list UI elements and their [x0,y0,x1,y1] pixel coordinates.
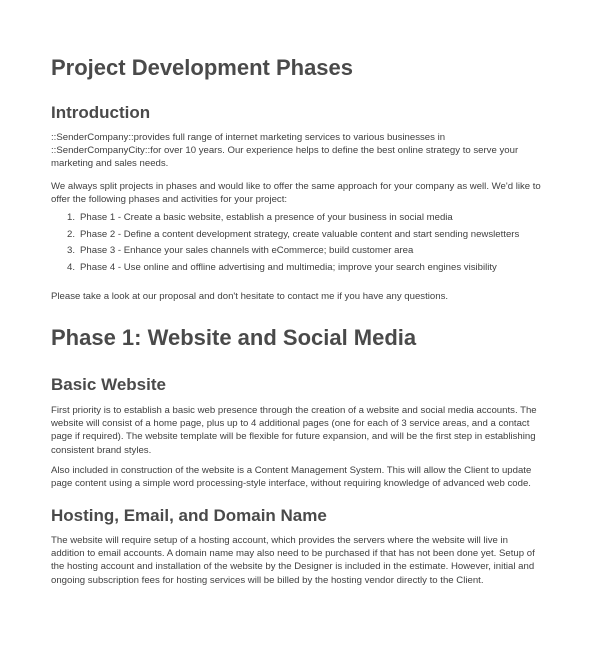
phase-list-item [51,243,551,260]
paragraph-line: ongoing subscription fees for hosting services will be billed by the hosting vendor directly to the Client. [51,574,484,586]
hosting-paragraph [51,534,551,587]
paragraph-line: Also included in construction of the website is a Content Management System. This will allow the Client to update [51,465,532,476]
introduction-closing: Please take a look at our proposal and don't hesitate to contact me if you have any questions. [51,291,449,302]
phase-list-item [51,227,551,244]
paragraph-line: page content using a simple word processing-style interface, without requiring knowledge of advanced web code. [51,478,531,490]
paragraph-line: The website will require setup of a hosting account, which provides the servers where the website will live in [51,535,508,546]
introduction-paragraph-2 [51,180,551,206]
basic-website-heading: Basic Website [51,375,166,394]
list-number: 4. [66,261,75,273]
paragraph-line: addition to email accounts. A domain name may also need to be purchased if that has not been done yet. Setup of [51,548,535,560]
basic-website-paragraph-2 [51,464,551,490]
introduction-heading: Introduction [51,103,151,122]
basic-website-paragraph-1 [51,404,551,457]
paragraph-line: page if required). The website template will be flexible for future expansion, and will be the first step in establishing [51,431,536,443]
phase-1-heading: Phase 1: Website and Social Media [51,325,417,350]
list-item-text: Phase 4 - Use online and offline advertising and multimedia; improve your search engines visibility [80,261,497,273]
list-item-text: Phase 2 - Define a content development strategy, create valuable content and start sending newsletters [80,228,520,240]
hosting-heading: Hosting, Email, and Domain Name [51,506,327,525]
phase-list-item [51,210,551,227]
paragraph-line: marketing and sales needs. [51,158,169,170]
list-number: 2. [66,228,75,240]
phase-list-item [51,260,551,277]
paragraph-line: First priority is to establish a basic web presence through the creation of a website and social media accounts. The [51,405,537,416]
introduction-paragraph-1 [51,131,551,171]
paragraph-line: ::SenderCompanyCity::for over 10 years. Our experience helps to define the best online strategy to serve your [51,145,519,157]
list-item-text: Phase 3 - Enhance your sales channels with eCommerce; build customer area [80,245,414,256]
document-title: Project Development Phases [51,55,354,80]
paragraph-line: the hosting account and installation of the website by the Designer is included in the estimate. However, initial and [51,561,535,573]
list-item-text: Phase 1 - Create a basic website, establish a presence of your business in social media [80,212,453,223]
paragraph-line: We always split projects in phases and would like to offer the same approach for your company as well. We'd like to [51,181,541,192]
phase-list [51,210,551,276]
paragraph-line: consistent brand styles. [51,444,152,456]
paragraph-line: offer the following phases and activities for your project: [51,194,288,206]
list-number: 1. [66,212,75,223]
paragraph-line: ::SenderCompany::provides full range of internet marketing services to various businesses in [51,132,446,143]
paragraph-line: website will consist of a home page, plus up to 4 additional pages (one for each of 3 service areas, and a contact [51,418,530,430]
list-number: 3. [66,245,75,256]
